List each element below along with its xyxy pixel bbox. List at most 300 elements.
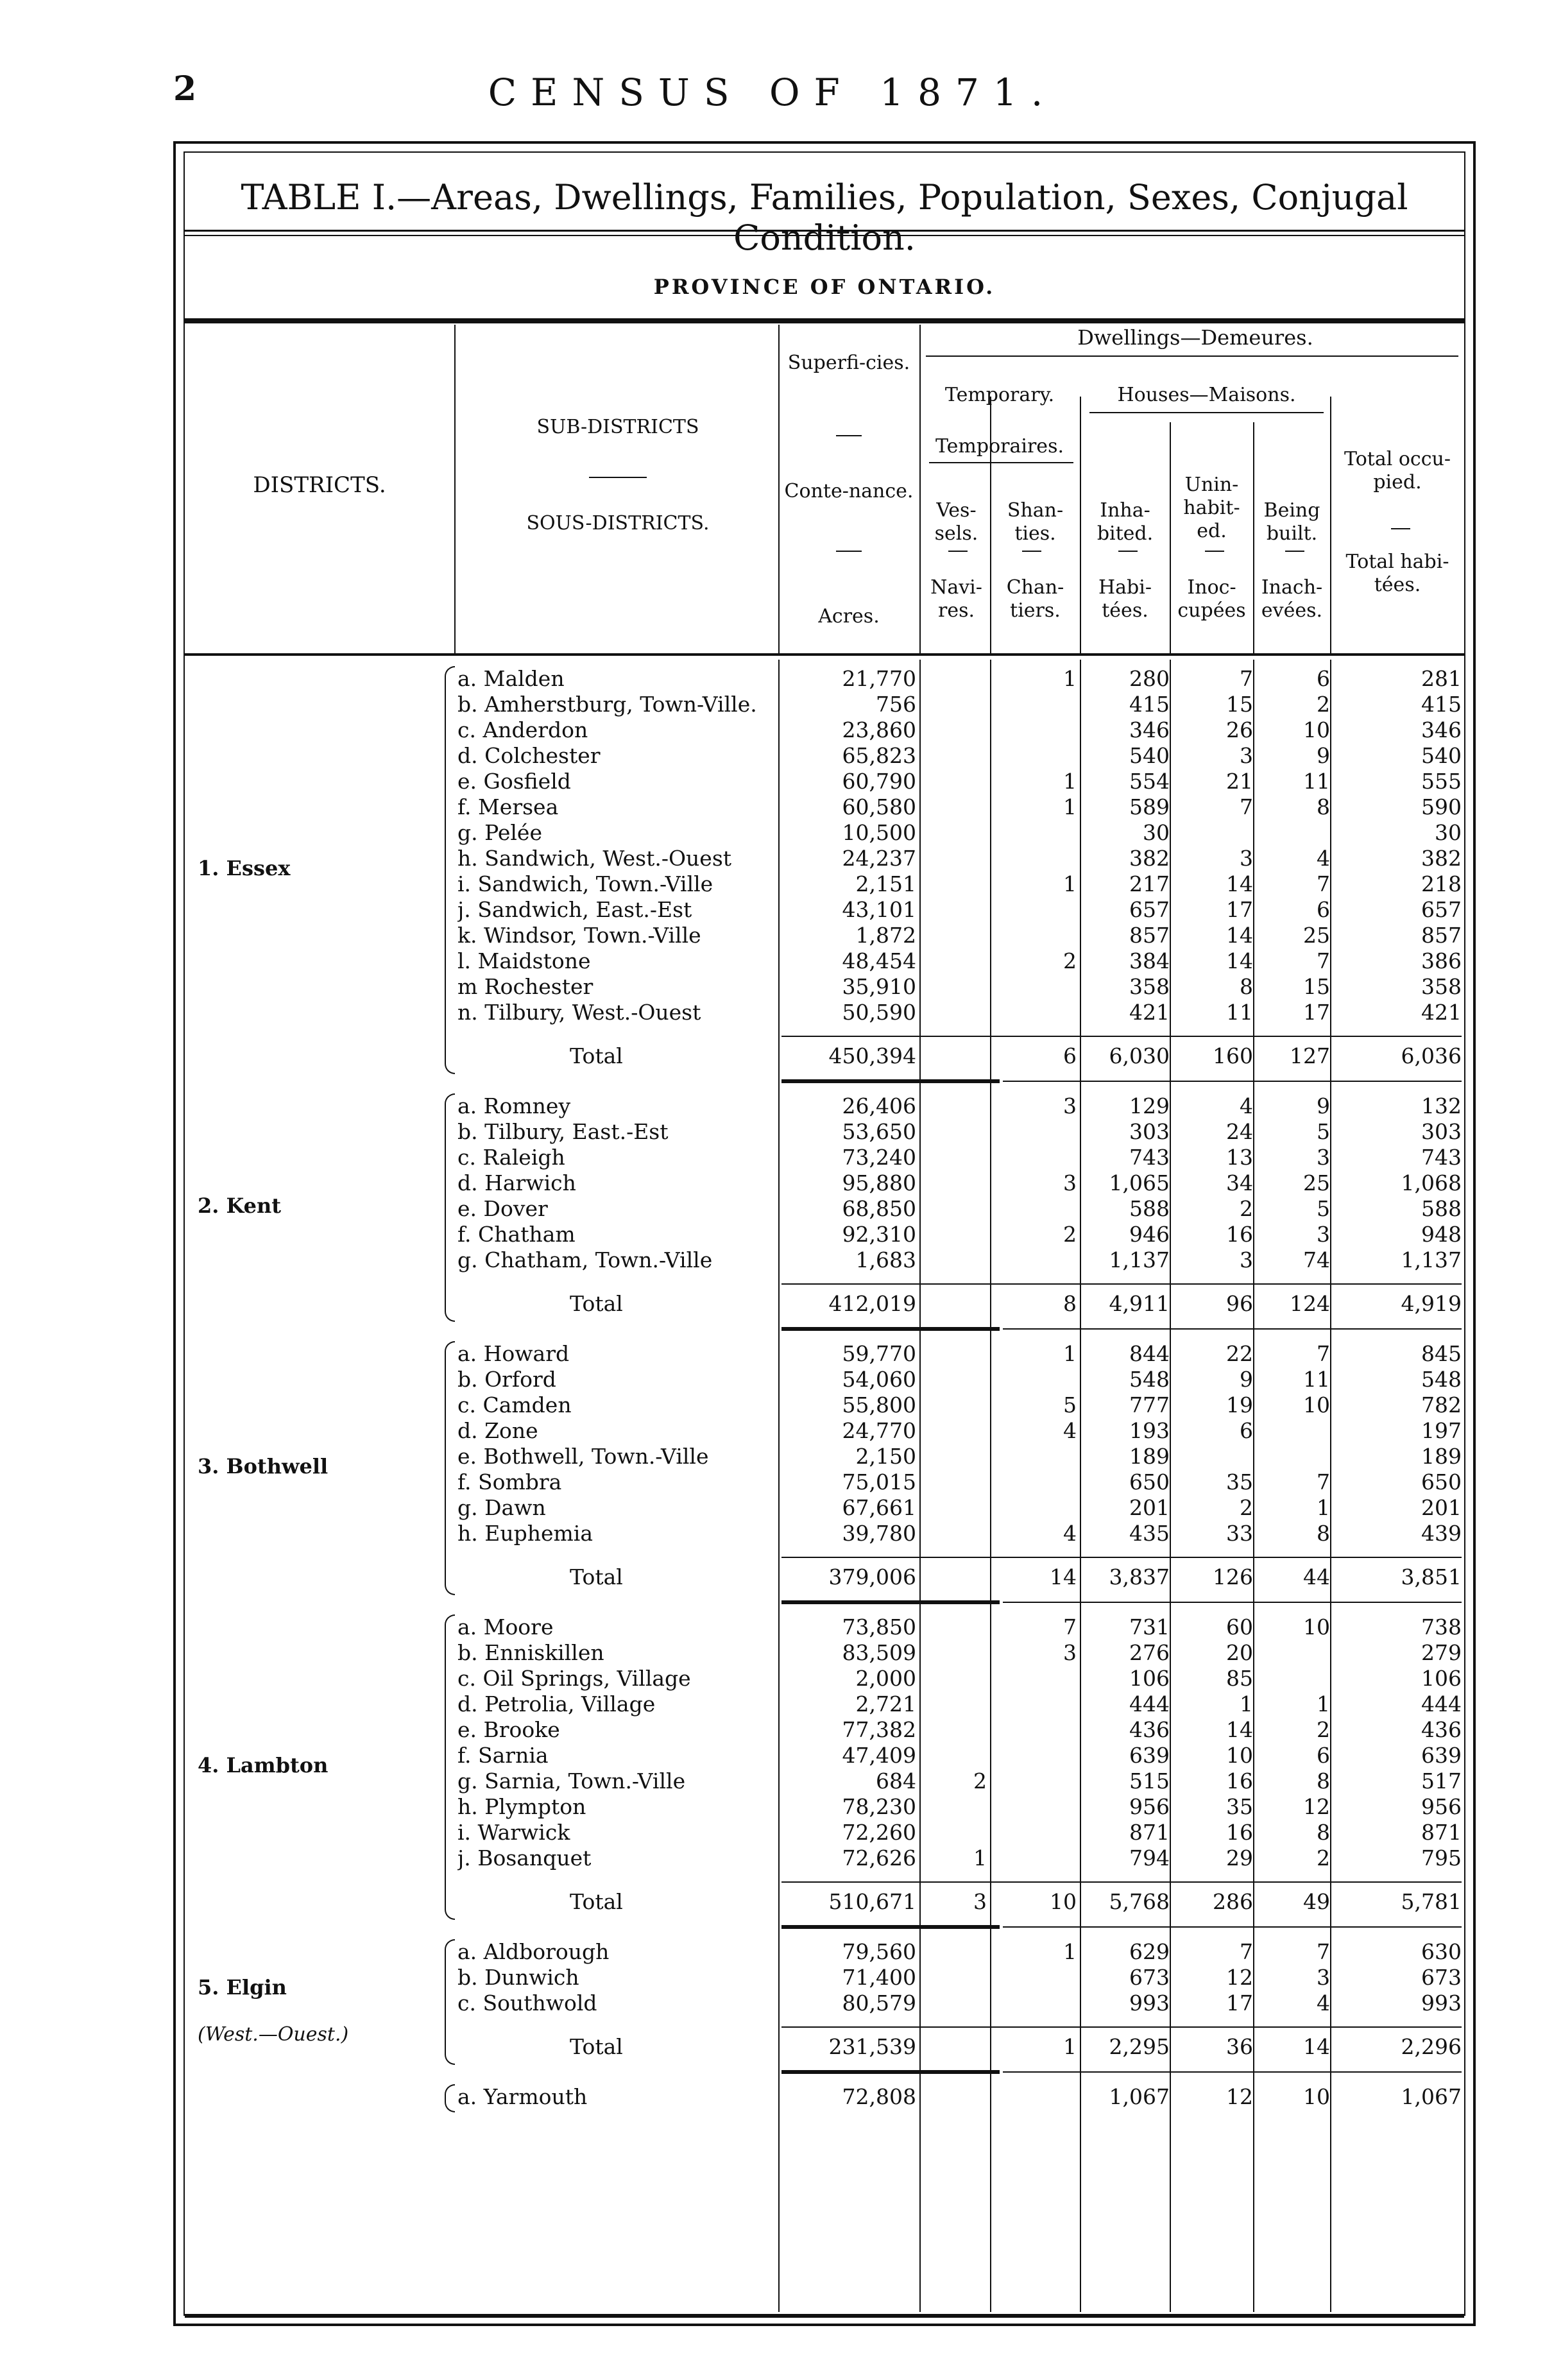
district-name: 5. Elgin xyxy=(198,1975,287,1999)
subdistrict-name: a. Aldborough xyxy=(457,1939,610,1964)
cell-inhabited: 554 xyxy=(1129,769,1170,794)
table-row xyxy=(185,1145,1464,1170)
cell-shanties: 1 xyxy=(1063,769,1077,794)
table-row xyxy=(185,1367,1464,1392)
cell-acres: 43,101 xyxy=(842,897,916,922)
cell-shanties: 2 xyxy=(1063,948,1077,973)
header-houses-brace xyxy=(1089,412,1324,413)
cell-being-built: 25 xyxy=(1303,1170,1330,1195)
cell-inhabited: 444 xyxy=(1129,1691,1170,1717)
cell-uninhabited: 3 xyxy=(1240,846,1253,871)
subdistrict-name: e. Dover xyxy=(457,1196,548,1221)
header-dash xyxy=(589,477,647,478)
subdistrict-name: c. Raleigh xyxy=(457,1145,565,1170)
district-subtitle: (West.—Ouest.) xyxy=(198,2023,349,2046)
total-inhabited: 6,030 xyxy=(1109,1043,1170,1068)
cell-uninhabited: 29 xyxy=(1226,1845,1253,1871)
header-districts: DISTRICTS. xyxy=(253,472,386,498)
total-rule xyxy=(781,1283,1462,1285)
cell-being-built: 1 xyxy=(1317,1691,1330,1717)
cell-acres: 72,626 xyxy=(842,1845,916,1871)
subdistrict-name: g. Dawn xyxy=(457,1495,546,1520)
cell-total: 218 xyxy=(1421,871,1462,896)
total-inhabited: 4,911 xyxy=(1109,1291,1170,1316)
district-brace xyxy=(445,2084,455,2112)
district-name: 1. Essex xyxy=(198,856,291,880)
district-brace xyxy=(445,1614,455,1920)
table-row xyxy=(185,1845,1464,1871)
cell-shanties: 4 xyxy=(1063,1521,1077,1546)
cell-total: 993 xyxy=(1421,1990,1462,2016)
cell-inhabited: 435 xyxy=(1129,1521,1170,1546)
cell-being-built: 11 xyxy=(1303,1367,1330,1392)
cell-acres: 80,579 xyxy=(842,1990,916,2016)
cell-total: 657 xyxy=(1421,897,1462,922)
cell-uninhabited: 2 xyxy=(1240,1495,1253,1520)
table-row xyxy=(185,1691,1464,1717)
district-end-thin xyxy=(1003,1926,1462,1928)
cell-total: 639 xyxy=(1421,1743,1462,1768)
table-row xyxy=(185,1000,1464,1025)
cell-uninhabited: 15 xyxy=(1226,692,1253,717)
subdistrict-name: c. Anderdon xyxy=(457,717,588,742)
total-label: Total xyxy=(570,1043,623,1068)
total-uninhabited: 160 xyxy=(1213,1043,1253,1068)
cell-being-built: 3 xyxy=(1317,1145,1330,1170)
district-end-rule xyxy=(781,1925,1000,1929)
table-row xyxy=(185,1444,1464,1469)
cell-shanties: 1 xyxy=(1063,794,1077,819)
cell-acres: 72,260 xyxy=(842,1820,916,1845)
table-row xyxy=(185,1341,1464,1367)
cell-total: 436 xyxy=(1421,1717,1462,1742)
cell-uninhabited: 14 xyxy=(1226,1717,1253,1742)
cell-being-built: 8 xyxy=(1317,794,1330,819)
total-inhabited: 3,837 xyxy=(1109,1564,1170,1589)
cell-inhabited: 857 xyxy=(1129,923,1170,948)
table-row xyxy=(185,820,1464,846)
cell-acres: 53,650 xyxy=(842,1119,916,1144)
subdistrict-name: h. Sandwich, West.-Ouest xyxy=(457,846,732,871)
page-number: 2 xyxy=(173,69,197,108)
cell-uninhabited: 22 xyxy=(1226,1341,1253,1366)
total-total: 5,781 xyxy=(1401,1889,1462,1914)
total-total: 3,851 xyxy=(1401,1564,1462,1589)
cell-being-built: 12 xyxy=(1303,1794,1330,1819)
cell-total: 782 xyxy=(1421,1392,1462,1417)
total-rule xyxy=(781,1557,1462,1558)
cell-acres: 77,382 xyxy=(842,1717,916,1742)
cell-acres: 26,406 xyxy=(842,1093,916,1118)
total-row xyxy=(185,1288,1464,1319)
running-head: CENSUS OF 1871. xyxy=(488,71,1057,114)
cell-being-built: 10 xyxy=(1303,2084,1330,2109)
bottom-rule xyxy=(185,2314,1464,2318)
table-row xyxy=(185,1392,1464,1418)
cell-acres: 75,015 xyxy=(842,1469,916,1494)
cell-inhabited: 193 xyxy=(1129,1418,1170,1443)
header-uninhabited: Unin-habit-ed. xyxy=(1183,474,1240,542)
cell-inhabited: 589 xyxy=(1129,794,1170,819)
cell-shanties: 3 xyxy=(1063,1170,1077,1195)
cell-being-built: 1 xyxy=(1317,1495,1330,1520)
table-row xyxy=(185,1614,1464,1640)
cell-total: 590 xyxy=(1421,794,1462,819)
rule xyxy=(185,230,1464,232)
cell-being-built: 3 xyxy=(1317,1965,1330,1990)
header-vessels: Ves-sels. xyxy=(934,499,978,545)
cell-total: 281 xyxy=(1421,666,1462,691)
cell-acres: 2,000 xyxy=(855,1666,916,1691)
header-dash-3 xyxy=(1205,551,1224,552)
table-row xyxy=(185,923,1464,948)
cell-acres: 78,230 xyxy=(842,1794,916,1819)
cell-uninhabited: 3 xyxy=(1240,743,1253,768)
district-name: 3. Bothwell xyxy=(198,1454,329,1478)
subdistrict-name: d. Harwich xyxy=(457,1170,576,1195)
total-shanties: 1 xyxy=(1063,2034,1077,2059)
cell-inhabited: 280 xyxy=(1129,666,1170,691)
cell-shanties: 3 xyxy=(1063,1093,1077,1118)
header-habitees: Habi-tées. xyxy=(1098,576,1152,622)
subdistrict-name: m Rochester xyxy=(457,974,593,999)
table-row xyxy=(185,1196,1464,1222)
total-being-built: 124 xyxy=(1290,1291,1330,1316)
table-row xyxy=(185,1717,1464,1743)
district-end-thin xyxy=(1003,2071,1462,2073)
cell-being-built: 7 xyxy=(1317,871,1330,896)
cell-being-built: 8 xyxy=(1317,1768,1330,1794)
total-acres: 510,671 xyxy=(828,1889,916,1914)
cell-inhabited: 436 xyxy=(1129,1717,1170,1742)
table-row xyxy=(185,1170,1464,1196)
table-row xyxy=(185,1743,1464,1768)
cell-acres: 67,661 xyxy=(842,1495,916,1520)
header-vline-5 xyxy=(1170,422,1171,653)
subdistrict-name: a. Howard xyxy=(457,1341,570,1366)
header-temporary: Temporary. xyxy=(944,384,1055,406)
cell-being-built: 5 xyxy=(1317,1119,1330,1144)
total-acres: 450,394 xyxy=(828,1043,916,1068)
cell-acres: 50,590 xyxy=(842,1000,916,1025)
cell-acres: 35,910 xyxy=(842,974,916,999)
header-navires: Navi-res. xyxy=(930,576,982,622)
cell-being-built: 11 xyxy=(1303,769,1330,794)
district-end-thin xyxy=(1003,1328,1462,1330)
cell-being-built: 10 xyxy=(1303,1392,1330,1417)
header-being-built: Being built. xyxy=(1263,499,1320,545)
cell-total: 439 xyxy=(1421,1521,1462,1546)
cell-inhabited: 346 xyxy=(1129,717,1170,742)
header-vline-1 xyxy=(778,325,780,653)
cell-inhabited: 794 xyxy=(1129,1845,1170,1871)
subdistrict-name: f. Mersea xyxy=(457,794,559,819)
cell-total: 1,137 xyxy=(1401,1247,1462,1272)
cell-total: 871 xyxy=(1421,1820,1462,1845)
district-end-rule xyxy=(781,1079,1000,1083)
header-dash-0 xyxy=(948,551,968,552)
cell-being-built: 3 xyxy=(1317,1222,1330,1247)
cell-shanties: 1 xyxy=(1063,871,1077,896)
header-total-occupied: Total occu-pied. xyxy=(1344,448,1451,493)
cell-total: 630 xyxy=(1421,1939,1462,1964)
cell-total: 650 xyxy=(1421,1469,1462,1494)
cell-inhabited: 1,137 xyxy=(1109,1247,1170,1272)
header-temporaires: Temporaires. xyxy=(935,435,1064,458)
header-superficies: Superfi-cies. xyxy=(787,352,910,374)
cell-uninhabited: 4 xyxy=(1240,1093,1253,1118)
header-inhabited: Inha-bited. xyxy=(1097,499,1154,545)
header-houses: Houses—Maisons. xyxy=(1117,384,1296,406)
header-temp-brace xyxy=(929,462,1073,463)
subdistrict-name: e. Gosfield xyxy=(457,769,571,794)
cell-uninhabited: 9 xyxy=(1240,1367,1253,1392)
subdistrict-name: h. Plympton xyxy=(457,1794,586,1819)
cell-acres: 95,880 xyxy=(842,1170,916,1195)
header-vline-0 xyxy=(454,325,456,653)
subdistrict-name: b. Orford xyxy=(457,1367,556,1392)
cell-uninhabited: 1 xyxy=(1240,1691,1253,1717)
cell-uninhabited: 14 xyxy=(1226,923,1253,948)
cell-acres: 60,790 xyxy=(842,769,916,794)
total-label: Total xyxy=(570,1291,623,1316)
cell-uninhabited: 16 xyxy=(1226,1222,1253,1247)
header-inachevees: Inach-evées. xyxy=(1261,576,1323,622)
cell-uninhabited: 8 xyxy=(1240,974,1253,999)
cell-total: 1,067 xyxy=(1401,2084,1462,2109)
header-shanties: Shan-ties. xyxy=(1007,499,1064,545)
cell-inhabited: 777 xyxy=(1129,1392,1170,1417)
cell-inhabited: 540 xyxy=(1129,743,1170,768)
cell-being-built: 9 xyxy=(1317,743,1330,768)
total-uninhabited: 36 xyxy=(1226,2034,1253,2059)
total-shanties: 8 xyxy=(1063,1291,1077,1316)
total-acres: 231,539 xyxy=(828,2034,916,2059)
subdistrict-name: l. Maidstone xyxy=(457,948,591,973)
cell-uninhabited: 85 xyxy=(1226,1666,1253,1691)
district-end-rule xyxy=(781,1327,1000,1331)
cell-uninhabited: 35 xyxy=(1226,1794,1253,1819)
cell-acres: 1,683 xyxy=(855,1247,916,1272)
cell-being-built: 15 xyxy=(1303,974,1330,999)
cell-shanties: 3 xyxy=(1063,1640,1077,1665)
cell-being-built: 7 xyxy=(1317,1341,1330,1366)
table-row xyxy=(185,1521,1464,1546)
district-end-rule xyxy=(781,2070,1000,2074)
table-row xyxy=(185,1768,1464,1794)
total-total: 6,036 xyxy=(1401,1043,1462,1068)
header-vline-2 xyxy=(919,325,921,653)
cell-total: 279 xyxy=(1421,1640,1462,1665)
cell-inhabited: 657 xyxy=(1129,897,1170,922)
table-title: TABLE I.—Areas, Dwellings, Families, Population, Sexes, Conjugal Condition. xyxy=(241,177,1408,258)
subdistrict-name: b. Tilbury, East.-Est xyxy=(457,1119,669,1144)
cell-uninhabited: 7 xyxy=(1240,1939,1253,1964)
total-uninhabited: 286 xyxy=(1213,1889,1253,1914)
district-name: 2. Kent xyxy=(198,1194,282,1218)
header-contenance: Conte-nance. xyxy=(784,480,914,502)
total-shanties: 14 xyxy=(1050,1564,1077,1589)
cell-acres: 24,237 xyxy=(842,846,916,871)
cell-inhabited: 415 xyxy=(1129,692,1170,717)
cell-total: 201 xyxy=(1421,1495,1462,1520)
cell-total: 517 xyxy=(1421,1768,1462,1794)
subdistrict-name: d. Petrolia, Village xyxy=(457,1691,656,1717)
cell-uninhabited: 60 xyxy=(1226,1614,1253,1639)
cell-vessels: 1 xyxy=(973,1845,987,1871)
cell-being-built: 9 xyxy=(1317,1093,1330,1118)
cell-inhabited: 382 xyxy=(1129,846,1170,871)
header-total-habitees: Total habi-tées. xyxy=(1345,551,1449,596)
cell-uninhabited: 20 xyxy=(1226,1640,1253,1665)
total-acres: 412,019 xyxy=(828,1291,916,1316)
subdistrict-name: i. Warwick xyxy=(457,1820,570,1845)
cell-being-built: 7 xyxy=(1317,1939,1330,1964)
cell-uninhabited: 12 xyxy=(1226,2084,1253,2109)
cell-inhabited: 844 xyxy=(1129,1341,1170,1366)
cell-uninhabited: 7 xyxy=(1240,666,1253,691)
header-dwellings: Dwellings—Demeures. xyxy=(1077,325,1313,350)
cell-being-built: 2 xyxy=(1317,1717,1330,1742)
table-row xyxy=(185,1965,1464,1990)
cell-total: 548 xyxy=(1421,1367,1462,1392)
cell-being-built: 10 xyxy=(1303,1614,1330,1639)
cell-uninhabited: 35 xyxy=(1226,1469,1253,1494)
cell-uninhabited: 16 xyxy=(1226,1820,1253,1845)
cell-shanties: 1 xyxy=(1063,666,1077,691)
cell-inhabited: 871 xyxy=(1129,1820,1170,1845)
cell-uninhabited: 19 xyxy=(1226,1392,1253,1417)
cell-total: 421 xyxy=(1421,1000,1462,1025)
cell-being-built: 8 xyxy=(1317,1820,1330,1845)
cell-acres: 54,060 xyxy=(842,1367,916,1392)
cell-acres: 71,400 xyxy=(842,1965,916,1990)
table-frame xyxy=(173,141,1476,2326)
subdistrict-name: e. Bothwell, Town.-Ville xyxy=(457,1444,709,1469)
total-row xyxy=(185,1041,1464,1072)
header-dash xyxy=(836,435,862,436)
total-inhabited: 2,295 xyxy=(1109,2034,1170,2059)
cell-shanties: 1 xyxy=(1063,1939,1077,1964)
cell-acres: 47,409 xyxy=(842,1743,916,1768)
cell-uninhabited: 17 xyxy=(1226,897,1253,922)
subdistrict-name: b. Dunwich xyxy=(457,1965,579,1990)
header-dash-4 xyxy=(1285,551,1304,552)
cell-total: 948 xyxy=(1421,1222,1462,1247)
total-shanties: 10 xyxy=(1050,1889,1077,1914)
cell-total: 132 xyxy=(1421,1093,1462,1118)
cell-acres: 756 xyxy=(876,692,916,717)
header-dash-5 xyxy=(1391,528,1410,529)
cell-inhabited: 276 xyxy=(1129,1640,1170,1665)
subdistrict-name: i. Sandwich, Town.-Ville xyxy=(457,871,713,896)
cell-acres: 73,850 xyxy=(842,1614,916,1639)
cell-vessels: 2 xyxy=(973,1768,987,1794)
table-row xyxy=(185,1119,1464,1145)
cell-inhabited: 384 xyxy=(1129,948,1170,973)
cell-inhabited: 993 xyxy=(1129,1990,1170,2016)
table-row xyxy=(185,1939,1464,1965)
cell-being-built: 25 xyxy=(1303,923,1330,948)
subdistrict-name: k. Windsor, Town.-Ville xyxy=(457,923,701,948)
cell-inhabited: 358 xyxy=(1129,974,1170,999)
cell-being-built: 6 xyxy=(1317,1743,1330,1768)
total-rule xyxy=(781,2026,1462,2028)
subdistrict-name: b. Enniskillen xyxy=(457,1640,604,1665)
cell-being-built: 4 xyxy=(1317,1990,1330,2016)
cell-uninhabited: 7 xyxy=(1240,794,1253,819)
cell-uninhabited: 10 xyxy=(1226,1743,1253,1768)
total-row xyxy=(185,2032,1464,2062)
cell-acres: 83,509 xyxy=(842,1640,916,1665)
cell-total: 795 xyxy=(1421,1845,1462,1871)
rule xyxy=(185,235,1464,236)
table-row xyxy=(185,1418,1464,1444)
header-dwellings-brace xyxy=(926,355,1458,357)
cell-inhabited: 1,065 xyxy=(1109,1170,1170,1195)
cell-being-built: 8 xyxy=(1317,1521,1330,1546)
cell-acres: 2,721 xyxy=(855,1691,916,1717)
cell-being-built: 10 xyxy=(1303,717,1330,742)
cell-acres: 48,454 xyxy=(842,948,916,973)
cell-uninhabited: 26 xyxy=(1226,717,1253,742)
subdistrict-name: h. Euphemia xyxy=(457,1521,593,1546)
cell-acres: 65,823 xyxy=(842,743,916,768)
subdistrict-name: c. Southwold xyxy=(457,1990,597,2016)
cell-total: 444 xyxy=(1421,1691,1462,1717)
cell-uninhabited: 12 xyxy=(1226,1965,1253,1990)
cell-uninhabited: 16 xyxy=(1226,1768,1253,1794)
cell-inhabited: 743 xyxy=(1129,1145,1170,1170)
table-inner xyxy=(184,151,1465,2316)
cell-inhabited: 189 xyxy=(1129,1444,1170,1469)
cell-being-built: 7 xyxy=(1317,948,1330,973)
cell-total: 673 xyxy=(1421,1965,1462,1990)
subdistrict-name: f. Chatham xyxy=(457,1222,576,1247)
table-row xyxy=(185,1666,1464,1691)
header-inoccupees: Inoc-cupées xyxy=(1177,576,1246,622)
cell-inhabited: 673 xyxy=(1129,1965,1170,1990)
subdistrict-name: n. Tilbury, West.-Ouest xyxy=(457,1000,701,1025)
cell-acres: 21,770 xyxy=(842,666,916,691)
cell-total: 738 xyxy=(1421,1614,1462,1639)
cell-inhabited: 1,067 xyxy=(1109,2084,1170,2109)
cell-inhabited: 106 xyxy=(1129,1666,1170,1691)
total-being-built: 127 xyxy=(1290,1043,1330,1068)
heavy-rule xyxy=(185,318,1464,323)
cell-acres: 68,850 xyxy=(842,1196,916,1221)
header-acres: Acres. xyxy=(818,605,880,628)
header-vline-7 xyxy=(1330,397,1331,653)
province-title: PROVINCE OF ONTARIO. xyxy=(653,275,996,299)
header-chantiers: Chan-tiers. xyxy=(1006,576,1064,622)
cell-total: 197 xyxy=(1421,1418,1462,1443)
header-vline-6 xyxy=(1253,422,1254,653)
subdistrict-name: c. Camden xyxy=(457,1392,572,1417)
cell-inhabited: 30 xyxy=(1143,820,1170,845)
cell-acres: 2,150 xyxy=(855,1444,916,1469)
subdistrict-name: f. Sarnia xyxy=(457,1743,549,1768)
district-brace xyxy=(445,1341,455,1595)
total-rule xyxy=(781,1881,1462,1883)
cell-total: 956 xyxy=(1421,1794,1462,1819)
cell-total: 382 xyxy=(1421,846,1462,871)
subdistrict-name: f. Sombra xyxy=(457,1469,562,1494)
cell-being-built: 4 xyxy=(1317,846,1330,871)
table-row xyxy=(185,1640,1464,1666)
cell-total: 555 xyxy=(1421,769,1462,794)
total-acres: 379,006 xyxy=(828,1564,916,1589)
